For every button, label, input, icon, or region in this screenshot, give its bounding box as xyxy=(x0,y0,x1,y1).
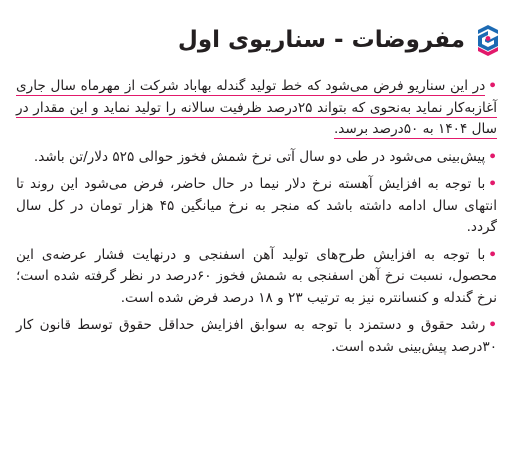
paragraph-text: رشد حقوق و دستمزد با توجه به سوابق افزایش حداقل حقوق توسط قانون کار ۳۰درصد پیش‌بینی شده است. xyxy=(16,317,497,355)
paragraph-1 xyxy=(16,76,497,141)
bullet-icon: • xyxy=(488,176,497,192)
paragraph-text: با توجه به افزایش طرح‌های تولید آهن اسفنجی و درنهایت فشار عرضه‌ی این محصول، نسبت نرخ آهن اسفنجی به شمش فخوز ۶۰درصد در نظر گرفته شده است؛ نرخ گندله و کنسانتره نیز به ترتیب ۲۳ و ۱۸ درصد فرض شده است. xyxy=(16,246,497,306)
paragraph-2 xyxy=(16,147,497,169)
assumptions-list xyxy=(16,76,497,364)
page-title: مفروضات - سناریوی اول xyxy=(177,27,465,53)
paragraph-text: پیش‌بینی می‌شود در طی دو سال آتی نرخ شمش فخوز حوالی ۵۲۵ دلار/تن باشد. xyxy=(33,148,486,165)
bullet-icon: • xyxy=(488,317,497,333)
bullet-icon: • xyxy=(488,148,497,165)
header xyxy=(14,22,501,58)
paragraph-4 xyxy=(16,245,497,310)
company-logo-icon xyxy=(475,24,501,56)
paragraph-3 xyxy=(16,174,497,239)
paragraph-text: با توجه به افزایش آهسته نرخ دلار نیما در حال حاضر، فرض می‌شود این روند تا انتهای سال ادامه داشته باشد که منجر به نرخ میانگین ۴۵ هزار تومان در کل سال گردد. xyxy=(16,176,497,235)
bullet-icon: • xyxy=(488,246,497,263)
paragraph-5 xyxy=(16,315,497,358)
bullet-icon: • xyxy=(488,78,497,94)
paragraph-text: در این سناریو فرض می‌شود که خط تولید گندله بهاباد شرکت از مهرماه سال جاری آغازبه‌کار نماید به‌نحوی که بتواند ۲۵درصد ظرفیت سالانه را تولید نماید و این مقدار در سال ۱۴۰۴ به ۵۰درصد برسد. xyxy=(16,78,497,137)
